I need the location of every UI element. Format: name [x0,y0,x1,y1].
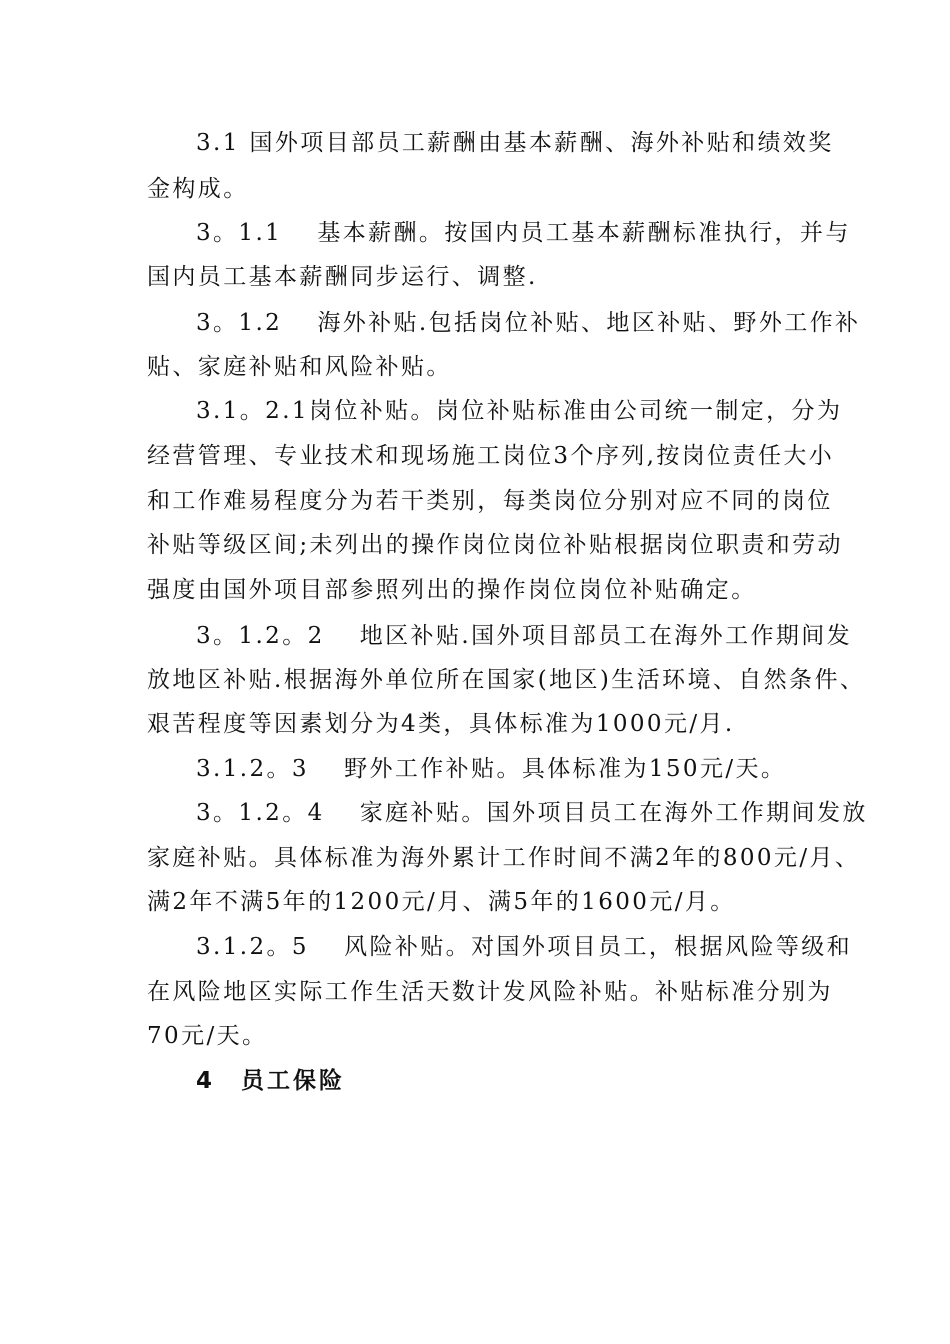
paragraph-3-1-2-3-line-1: 3.1.2。3 野外工作补贴。具体标准为150元/天。 [196,756,787,782]
paragraph-3-1-line-2: 金构成。 [147,176,249,202]
paragraph-3-1-2-1-line-2: 经营管理、专业技术和现场施工岗位3个序列,按岗位责任大小 [147,443,835,469]
paragraph-3-1-1-line-2: 国内员工基本薪酬同步运行、调整. [147,264,538,290]
paragraph-3-1-2-5-line-2: 在风险地区实际工作生活天数计发风险补贴。补贴标准分别为 [147,979,833,1005]
paragraph-3-1-2-1-line-4: 补贴等级区间;未列出的操作岗位岗位补贴根据岗位职责和劳动 [147,532,843,558]
paragraph-3-1-2-1-line-3: 和工作难易程度分为若干类别，每类岗位分别对应不同的岗位 [147,488,833,514]
paragraph-3-1-2-5-line-1: 3.1.2。5 风险补贴。对国外项目员工，根据风险等级和 [196,934,853,960]
paragraph-3-1-2-4-line-3: 满2年不满5年的1200元/月、满5年的1600元/月。 [147,889,736,915]
paragraph-3-1-2-1-line-1: 3.1。2.1岗位补贴。岗位补贴标准由公司统一制定，分为 [196,398,843,424]
paragraph-3-1-2-1-line-5: 强度由国外项目部参照列出的操作岗位岗位补贴确定。 [147,577,757,603]
paragraph-3-1-2-line-1: 3。1.2 海外补贴.包括岗位补贴、地区补贴、野外工作补 [196,310,861,336]
paragraph-3-1-2-2-line-1: 3。1.2。2 地区补贴.国外项目部员工在海外工作期间发 [196,623,853,649]
paragraph-3-1-2-4-line-2: 家庭补贴。具体标准为海外累计工作时间不满2年的800元/月、 [147,845,861,871]
paragraph-3-1-2-2-line-3: 艰苦程度等因素划分为4类，具体标准为1000元/月. [147,711,735,737]
paragraph-3-1-2-4-line-1: 3。1.2。4 家庭补贴。国外项目员工在海外工作期间发放 [196,800,868,826]
paragraph-3-1-line-1: 3.1 国外项目部员工薪酬由基本薪酬、海外补贴和绩效奖 [196,130,834,156]
paragraph-3-1-2-line-2: 贴、家庭补贴和风险补贴。 [147,354,452,380]
section-heading-4: 4 员工保险 [196,1068,346,1094]
paragraph-3-1-2-5-line-3: 70元/天。 [147,1023,268,1049]
paragraph-3-1-1-line-1: 3。1.1 基本薪酬。按国内员工基本薪酬标准执行，并与 [196,220,851,246]
paragraph-3-1-2-2-line-2: 放地区补贴.根据海外单位所在国家(地区)生活环境、自然条件、 [147,667,866,693]
